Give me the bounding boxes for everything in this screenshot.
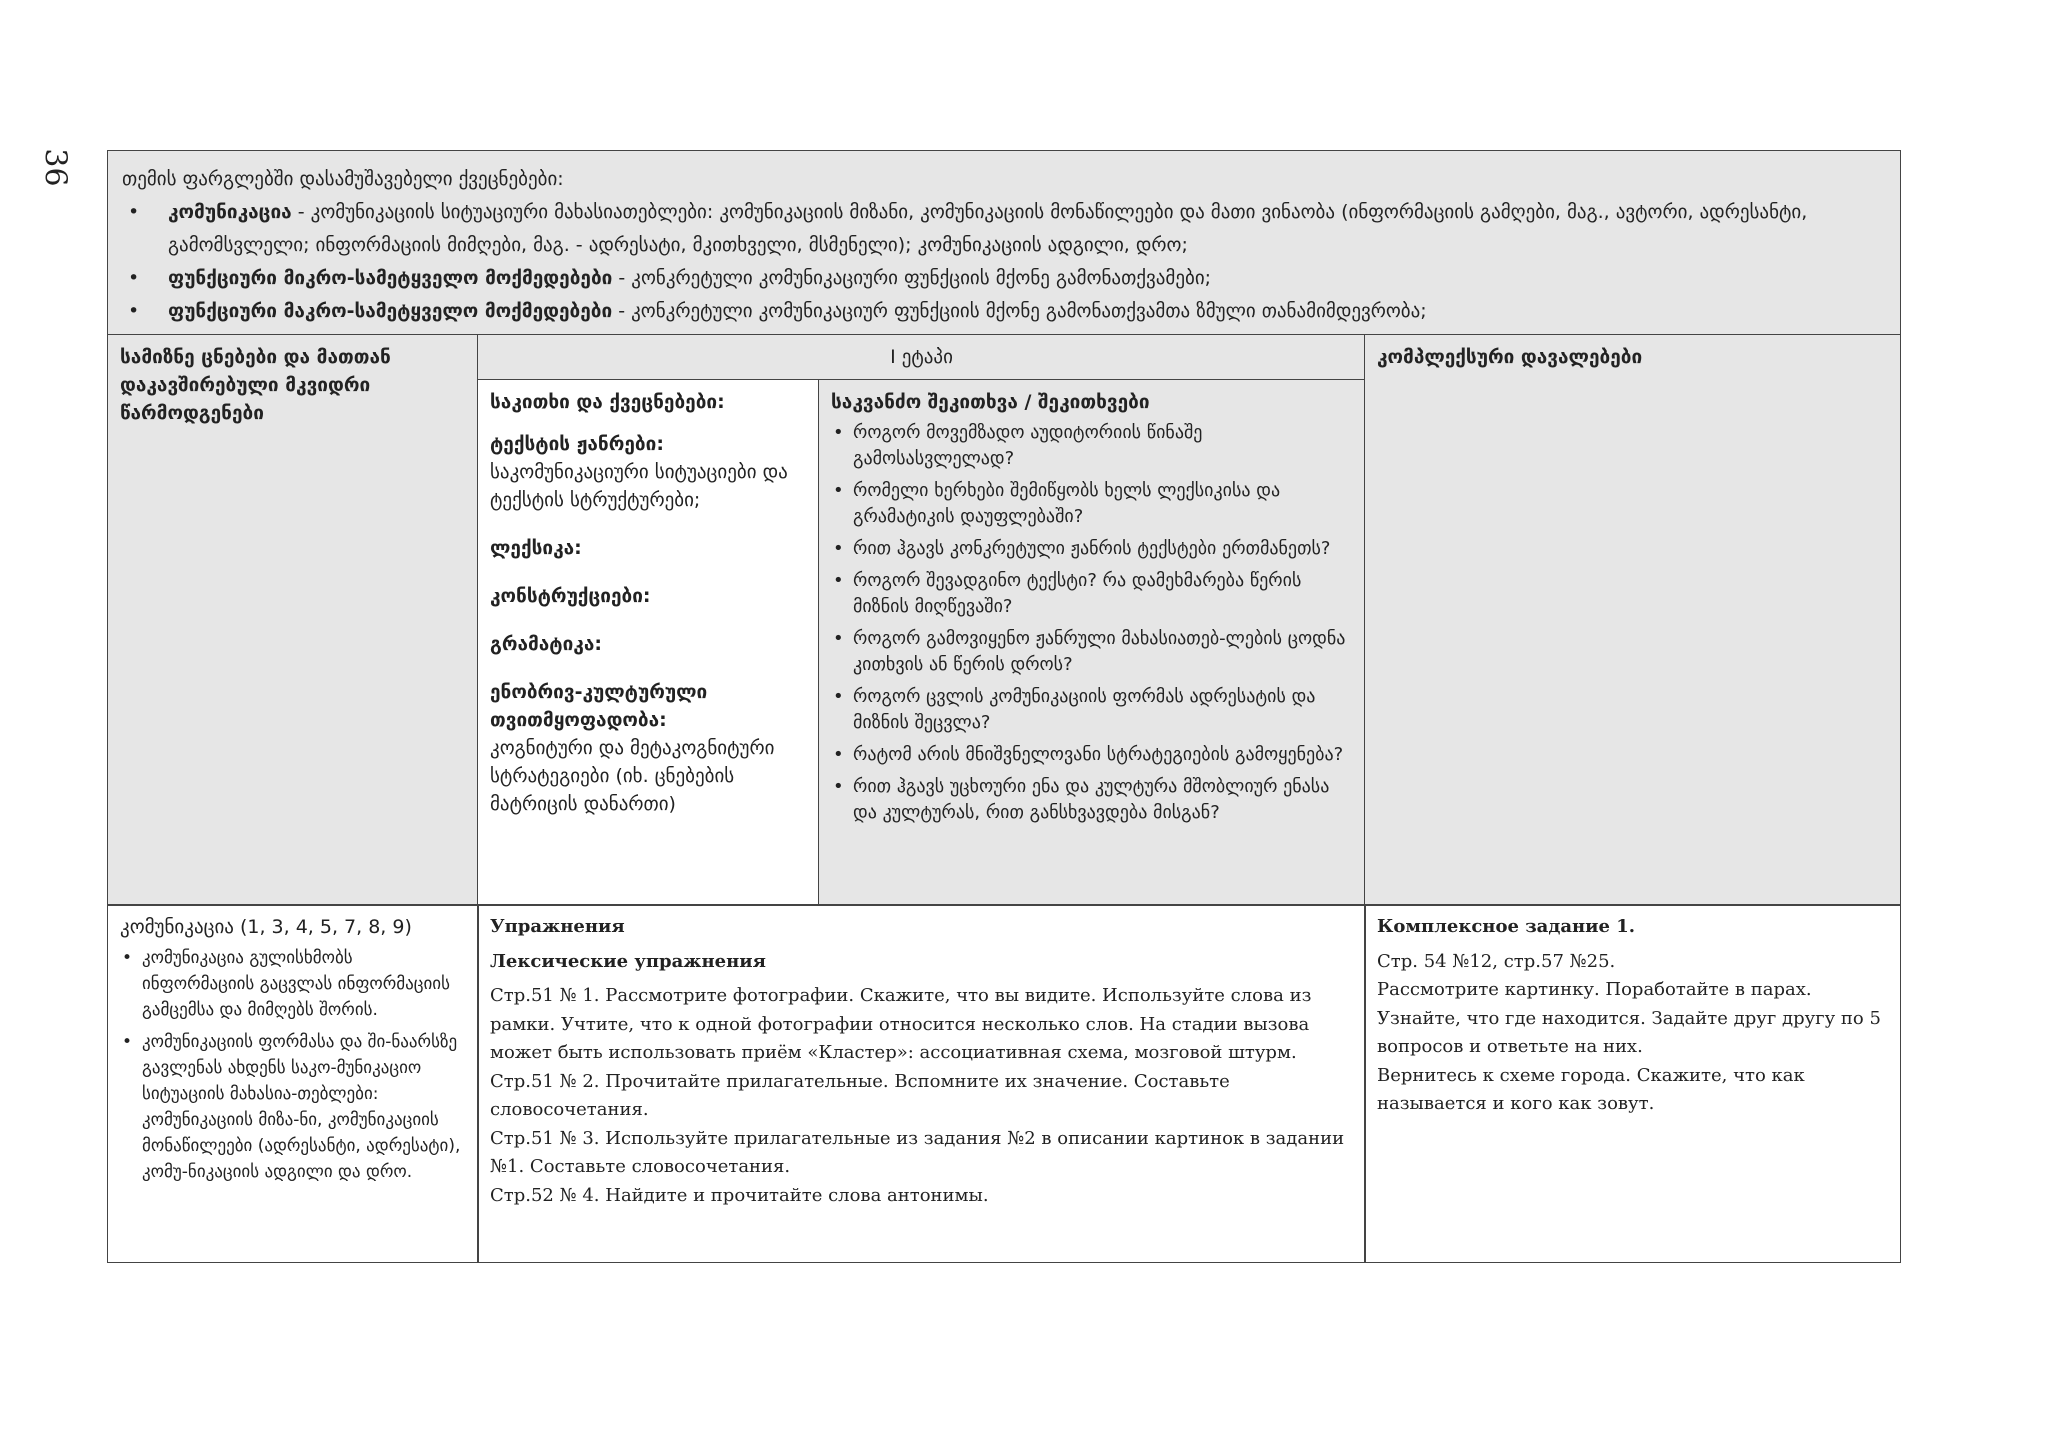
- exercise-line: Стр.51 № 2. Прочитайте прилагательные. Вспомните их значение. Составьте словосочетания.: [490, 1070, 1230, 1120]
- topic-term: ფუნქციური მაკრო-სამეტყველო მოქმედებები: [168, 300, 613, 322]
- exercise-line: Стр.51 № 3. Используйте прилагательные из задания №2 в описании картинок в задании №1. Составьте словосочетания.: [490, 1127, 1345, 1177]
- communication-cell: [107, 904, 479, 1263]
- topic-term: კომუნიკაცია: [168, 201, 292, 223]
- target-concepts-header: სამიზნე ცნებები და მათთან დაკავშირებული მკვიდრი წარმოდგენები: [120, 346, 391, 424]
- topic-item: [122, 295, 1886, 328]
- communication-item: • კომუნიკაცია გულისხმობს ინფორმაციის გაცვლას ინფორმაციის გამცემსა და მიმღებს შორის.: [120, 945, 466, 1023]
- complex-task-line: Вернитесь к схеме города. Скажите, что как называется и кого как зовут.: [1377, 1064, 1805, 1114]
- genres-text: საკომუნიკაციური სიტუაციები და ტექსტის სტრუქტურები;: [490, 461, 788, 511]
- communication-header: კომუნიკაცია (1, 3, 4, 5, 7, 8, 9): [120, 916, 412, 938]
- topics-section: [107, 150, 1901, 335]
- question-item: • როგორ ცვლის კომუნიკაციის ფორმას ადრესატის და მიზნის შეცვლა?: [831, 684, 1353, 736]
- complex-task-cell: [1364, 904, 1901, 1263]
- question-item: • რით ჰგავს კონკრეტული ჟანრის ტექსტები ერთმანეთს?: [831, 536, 1353, 562]
- communication-item: • კომუნიკაციის ფორმასა და ში-ნაარსზე გავლენას ახდენს საკო-მუნიკაციო სიტუაციის მახასია-თებლები: კომუნიკაციის მიზა-ნი, კომუნიკაციის მონაწილეები (ადრესანტი, ადრესატი), კომუ-ნიკაციის ადგილი და დრო.: [120, 1029, 466, 1185]
- genres-label: ტექსტის ჟანრები:: [490, 433, 664, 455]
- exercises-header: Упражнения: [490, 916, 625, 937]
- question-item: • რით ჰგავს უცხოური ენა და კულტურა მშობლიურ ენასა და კულტურას, რით განსხვავდება მისგან?: [831, 774, 1353, 826]
- issues-cell: [477, 379, 820, 906]
- cultural-text: კოგნიტური და მეტაკოგნიტური სტრატეგიები (იხ. ცნებების მატრიცის დანართი): [490, 737, 775, 815]
- complex-tasks-header: კომპლექსური დავალებები: [1377, 346, 1643, 368]
- question-item: • როგორ მოვემზადო აუდიტორიის წინაშე გამოსასვლელად?: [831, 420, 1353, 472]
- complex-tasks-cell: [1364, 334, 1901, 906]
- questions-header: საკვანძო შეკითხვა / შეკითხვები: [831, 391, 1150, 413]
- constructions-label: კონსტრუქციები:: [490, 585, 651, 607]
- grammar-label: გრამატიკა:: [490, 633, 602, 655]
- stage-header-cell: [477, 334, 1366, 381]
- stage-header: I ეტაპი: [890, 346, 953, 368]
- question-item: • როგორ შევადგინო ტექსტი? რა დამეხმარება წერის მიზნის მიღწევაში?: [831, 568, 1353, 620]
- question-item: • რომელი ხერხები შემიწყობს ხელს ლექსიკისა და გრამატიკის დაუფლებაში?: [831, 478, 1353, 530]
- topic-text: - კომუნიკაციის სიტუაციური მახასიათებლები: კომუნიკაციის მიზანი, კომუნიკაციის მონაწილეები და მათი ვინაობა (ინფორმაციის გამღები, მაგ., ავტორი, ადრესანტი, გამომსვლელი; ინფორმაციის მიმღები, მაგ. - ადრესატი, მკითხველი, მსმენელი); კომუნიკაციის ადგილი, დრო;: [168, 201, 1808, 256]
- complex-task-line: Стр. 54 №12, стр.57 №25.: [1377, 950, 1616, 972]
- topic-item: [122, 262, 1886, 295]
- exercise-line: Стр.51 № 1. Рассмотрите фотографии. Скажите, что вы видите. Используйте слова из рамки. Учтите, что к одной фотографии относится несколько слов. На стадии вызова может быть использовать приём «Кластер»: ассоциативная схема, мозговой штурм.: [490, 985, 1312, 1063]
- issues-header: საკითხი და ქვეცნებები:: [490, 391, 725, 413]
- topic-term: ფუნქციური მიკრო-სამეტყველო მოქმედებები: [168, 267, 613, 289]
- exercises-cell: [477, 904, 1366, 1263]
- topic-text: - კონკრეტული კომუნიკაციურ ფუნქციის მქონე გამონათქვამთა ზმული თანამიმდევრობა;: [612, 300, 1427, 322]
- lexicon-label: ლექსიკა:: [490, 537, 582, 559]
- complex-task-line: Рассмотрите картинку. Поработайте в парах. Узнайте, что где находится. Задайте друг другу по 5 вопросов и ответьте на них.: [1377, 979, 1881, 1057]
- page-number: 36: [37, 148, 73, 187]
- lexical-exercises-header: Лексические упражнения: [490, 950, 766, 972]
- question-item: • რატომ არის მნიშვნელოვანი სტრატეგიების გამოყენება?: [831, 742, 1353, 768]
- exercise-line: Стр.52 № 4. Найдите и прочитайте слова антонимы.: [490, 1184, 989, 1206]
- question-item: • როგორ გამოვიყენო ჟანრული მახასიათებ-ლების ცოდნა კითხვის ან წერის დროს?: [831, 626, 1353, 678]
- topics-title: თემის ფარგლებში დასამუშავებელი ქვეცნებები:: [122, 168, 564, 190]
- questions-cell: [818, 379, 1366, 906]
- complex-task-header: Комплексное задание 1.: [1377, 916, 1636, 937]
- topic-item: [122, 196, 1886, 262]
- target-concepts-cell: [107, 334, 479, 906]
- cultural-label: ენობრივ-კულტურული თვითმყოფადობა:: [490, 681, 708, 731]
- topic-text: - კონკრეტული კომუნიკაციური ფუნქციის მქონე გამონათქვამები;: [612, 267, 1212, 289]
